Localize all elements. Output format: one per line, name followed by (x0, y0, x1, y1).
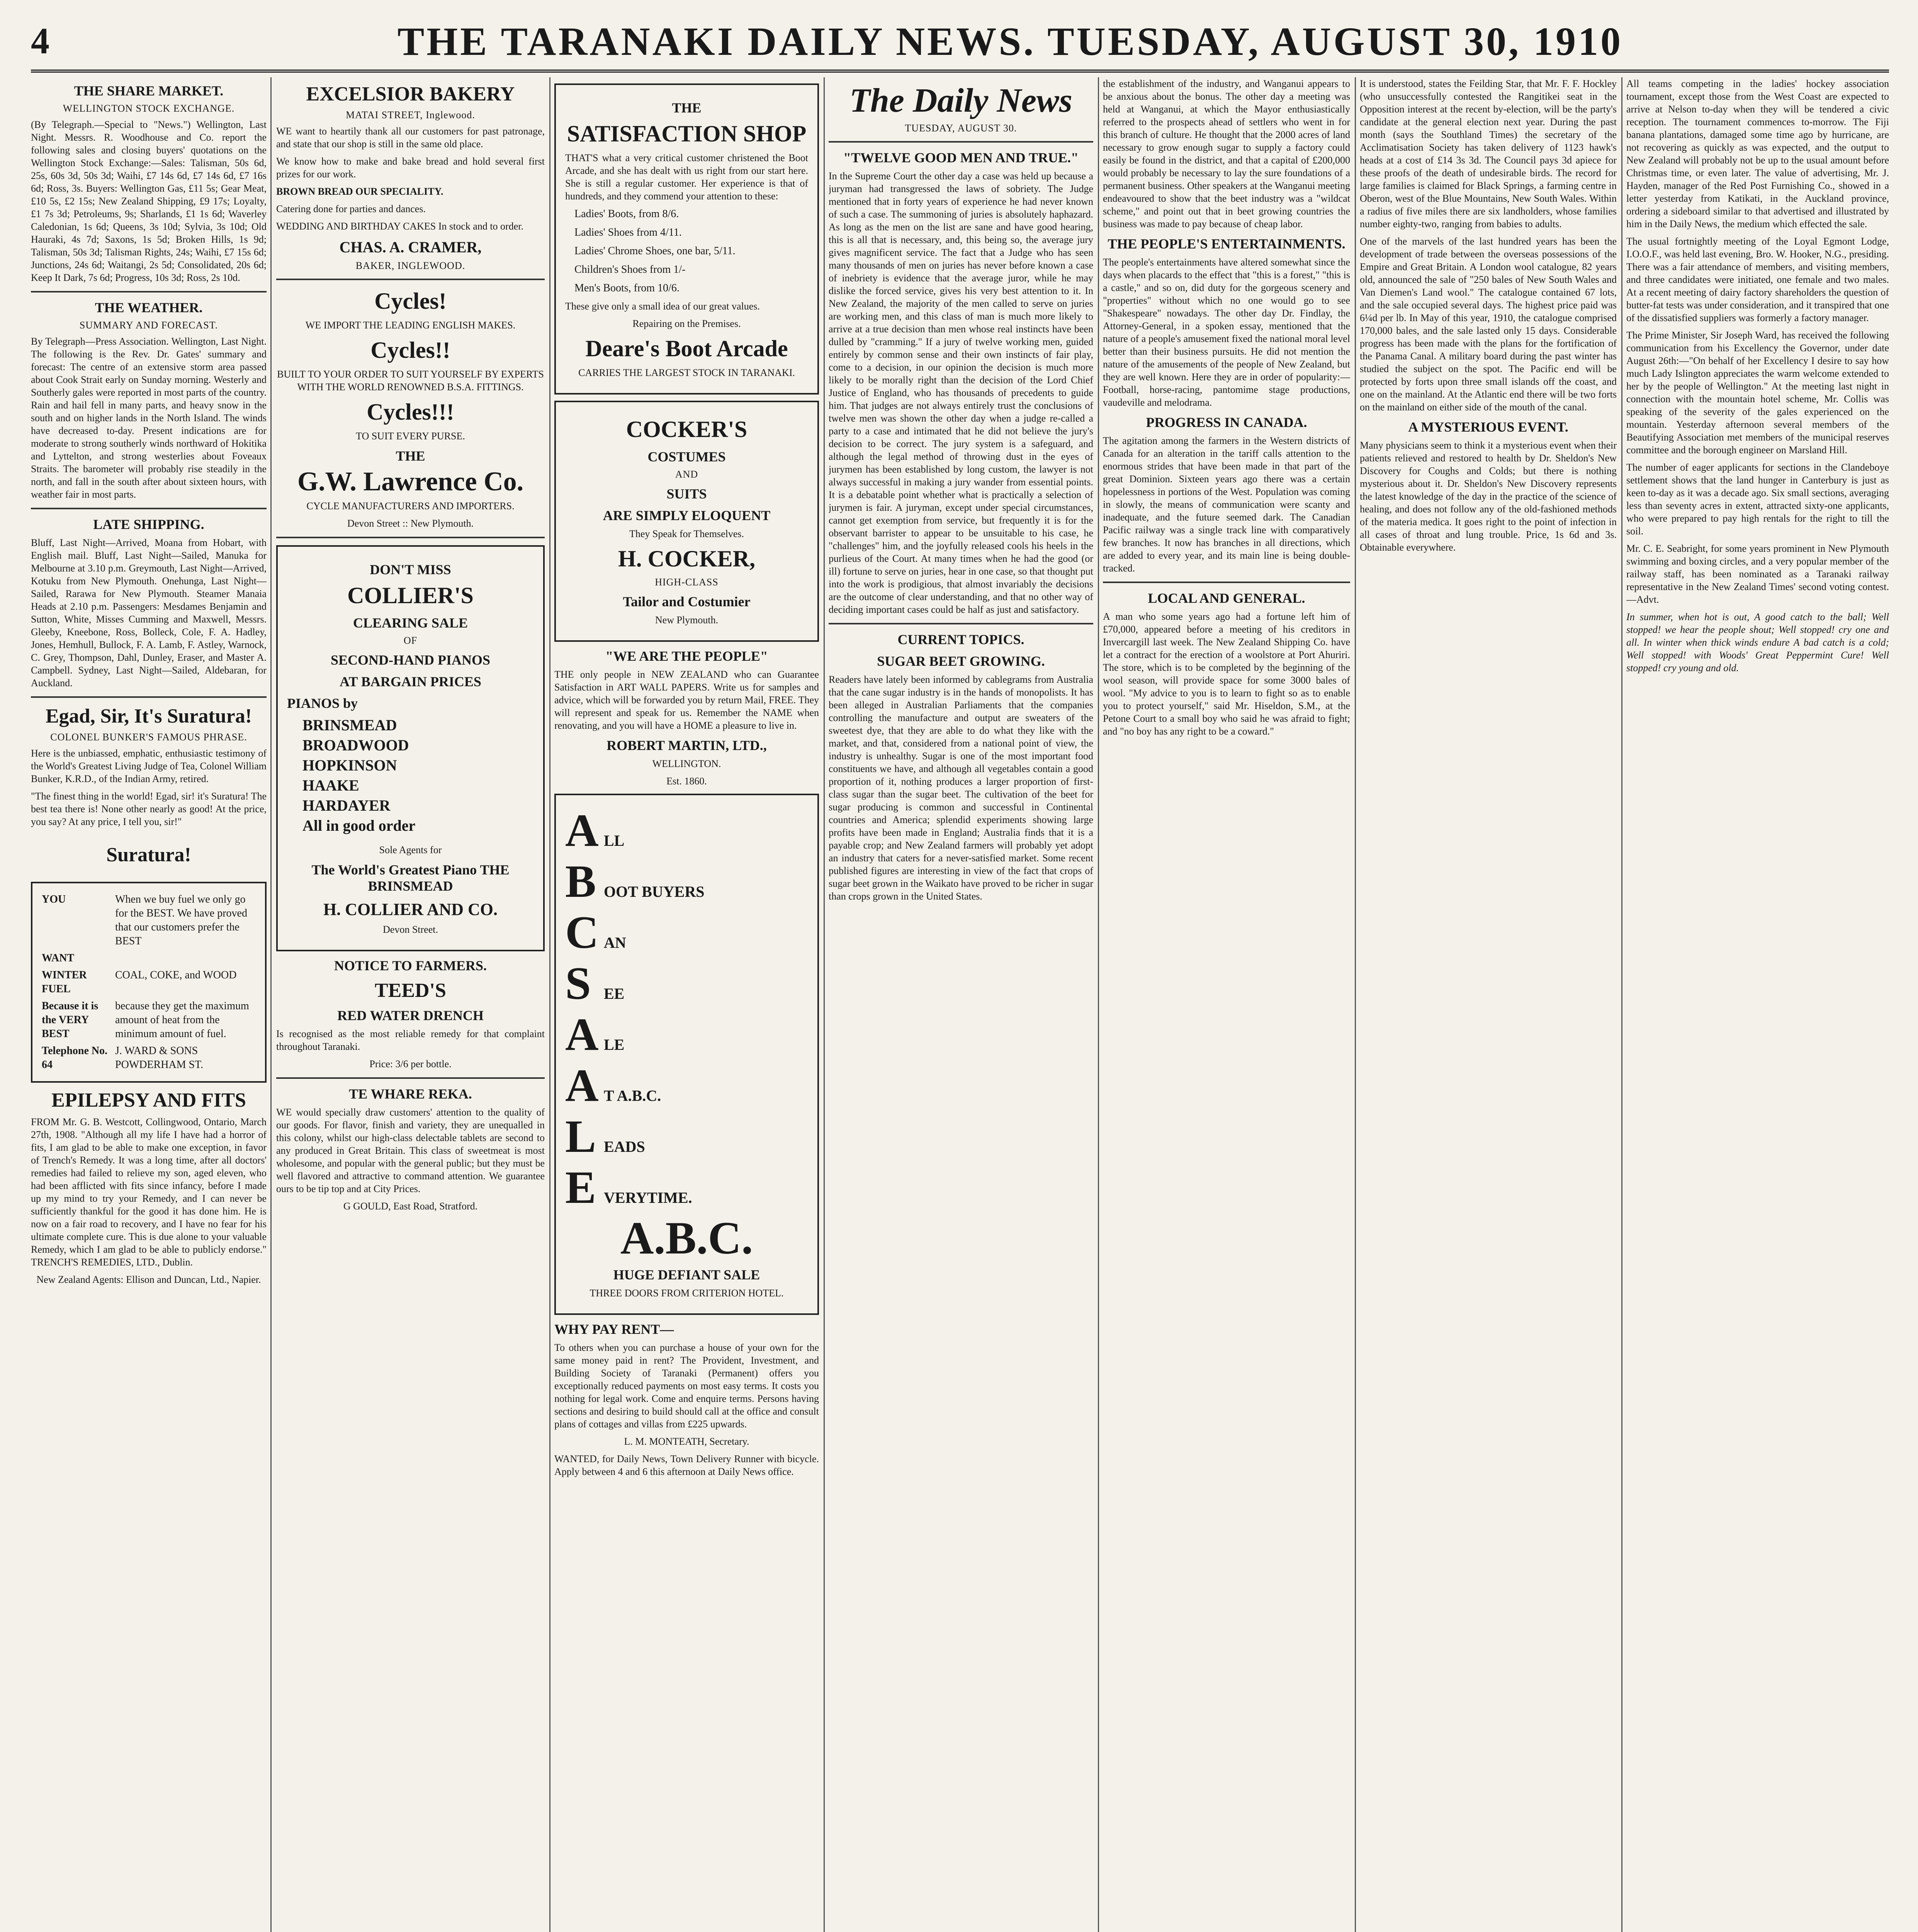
whare-reka-signature: G GOULD, East Road, Stratford. (343, 1201, 478, 1212)
piano-brand: BRINSMEAD (302, 716, 397, 734)
abc-acrostic-row (565, 856, 808, 906)
drench-price: Price: 3/6 per bottle. (369, 1058, 452, 1070)
sugar-beet-text: Readers have lately been informed by cablegrams from Australia that the cane sugar industry is in the hands of monopolists. It has been alleged in Australian Parliaments that the companies controlling the manufacture and output are sweaters of the sweetest dye, that they are able to do what they like with the market, and that, considered from a national point of view, the industry is unhealthy. Sugar is one of the most important food constituents we have, and although all vegetables contain a good proportion of it, nothing produces a larger proportion of first-class sugar than the sugar beet. The cultivation of the beet for sugar producing is common and successful in Continental countries and America; splendid experiments showing large profits have been made in England; Australia finds that it is a payable crop; and New Zealand farmers will probably yet adopt an industry that caters for a never-satisfied market. Some recent published figures are interesting in view of the fact that crops of sugar beet grown in the Waikato have proved to be richer in sugar than crops grown in the United States. (829, 674, 1093, 902)
piano-brand: All in good order (302, 817, 416, 834)
suratura-quote: "The finest thing in the world! Egad, sir! it's Suratura! The best tea there is! None other nearly as good! At the price, you say? At any price, I tell you, sir!" (31, 791, 267, 827)
shipping-text: Bluff, Last Night—Arrived, Moana from Hobart, with English mail. Bluff, Last Night—Sailed, Manuka for Melbourne at 3.10 p.m. Greymouth, Last Night—Arrived, Kotuku from New Plymouth. Onehunga, Last Night—Sailed, Rarawa for New Plymouth. Steamer Manaia Heads at 2.10 p.m. Passengers: Mesdames Benjamin and Sutton, White, Misses Cumming and Maxwell, Messrs. Gleeby, Kneebone, Ross, Bolleck, Cole, F. A. Hadley, Jones, Hemhull, Bullock, F. A. Lamb, F. Astley, Warnock, C. Grey, Thompson, Dahl, Dunley, Eraser, and Master A. Campbell. Sydney, Last Night—Sailed, Aldebaran, for Auckland. (31, 537, 267, 689)
wanted-notice: WANTED, for Daily News, Town Delivery Runner with bicycle. Apply between 4 and 6 this afternoon at Daily News office. (554, 1453, 819, 1477)
column-rule (549, 77, 550, 1932)
deare-subtitle: CARRIES THE LARGEST STOCK IN TARANAKI. (578, 367, 795, 378)
abc-acrostic-row (565, 907, 808, 957)
abc-word-rest: T A.B.C. (604, 1087, 661, 1104)
abc-initial-letter: B (565, 855, 596, 907)
shop-item: Ladies' Shoes from 4/11. (574, 226, 682, 238)
column-rule (1355, 77, 1356, 1932)
column-rule (1621, 77, 1622, 1932)
sugar-beet-continued: the establishment of the industry, and Wanganui appears to be anxious about the bonus. The other day a meeting was held at Wanganui, at which the Mayor enthusiastically referred to the prospects ahead of settlers who went in for this branch of culture. He thought that the 2000 acres of land necessary to grow enough sugar to supply a factory could easily be found in the district, and that a capital of £200,000 would probably be necessary to lay the sure foundations of a permanent business. Other speakers at the Wanganui meeting endeavoured to show that the beet industry was a "wildcat scheme," and point out that in beet growing countries the business was made to pay because of cheap labor. (1103, 78, 1350, 230)
column-6 (1360, 77, 1617, 1932)
shop-item: Children's Shoes from 1/- (574, 264, 686, 276)
abc-word-rest: VERYTIME. (604, 1189, 692, 1206)
bakery-brown-bread: BROWN BREAD OUR SPECIALITY. (276, 186, 443, 197)
satisfaction-shop-advert (554, 83, 819, 395)
collier-pianos: SECOND-HAND PIANOS (330, 652, 491, 668)
drench-text: Is recognised as the most reliable remedy for that complaint throughout Taranaki. (276, 1028, 545, 1052)
news-paragraphs: The number of eager applicants for sections in the Clandeboye settlement shows that the land hunger in Canterbury is just as keen to-day as it was a decade ago. Six small sections, averaging less than seventy acres in extent, attracted sixty-one applicants, who were prepared to pay high rentals for the right to till the soil. (1626, 462, 1889, 537)
current-topics-heading: CURRENT TOPICS. (897, 632, 1024, 647)
mysterious-event-text: Many physicians seem to think it a mysterious event when their patients relieved and restored to health by Dr. Sheldon's New Discovery for Coughs and Colds; but there is nothing mysterious about it. Dr. Sheldon's New Discovery represents the latest knowledge of the day in the practice of the science of healing, and does not follow any of the old-fashioned methods of the materia medica. It goes right to the point of infection in all cases of throat and lung trouble. Price, 1s 6d and 3s. Obtainable everywhere. (1360, 440, 1617, 553)
cycles-text: WE IMPORT THE LEADING ENGLISH MAKES. (305, 320, 516, 331)
divider (31, 696, 267, 698)
abc-name: A.B.C. (620, 1212, 753, 1264)
collier-address: Devon Street. (383, 924, 438, 935)
cocker-and: AND (675, 469, 698, 480)
abc-initial-letter: C (565, 906, 599, 958)
abc-word-rest: AN (604, 934, 626, 951)
epilepsy-agents: New Zealand Agents: Ellison and Duncan, Ltd., Napier. (36, 1274, 261, 1285)
people-text: THE only people in NEW ZEALAND who can Guarantee Satisfaction in ART WALL PAPERS. Write us for samples and advice, which will be forwarded you by return Mail, FREE. They will represent and speak for us. Remember the NAME when renovating, and you will have a HOME a pleasure to live in. (554, 669, 819, 731)
collier-company: H. COLLIER AND CO. (323, 900, 498, 919)
canada-heading: PROGRESS IN CANADA. (1146, 415, 1307, 430)
piano-brand: HARDAYER (302, 797, 391, 814)
collier-clearing-sale: CLEARING SALE (353, 615, 468, 631)
fuel-advert-grid (42, 893, 256, 1072)
divider (276, 279, 545, 280)
abc-acrostic-row (565, 1162, 808, 1213)
cocker-name: H. COCKER, (618, 546, 756, 571)
bakery-cakes: WEDDING AND BIRTHDAY CAKES In stock and to order. (276, 221, 523, 232)
pianos-by: PIANOS by (287, 696, 358, 711)
abc-sale: HUGE DEFIANT SALE (613, 1267, 760, 1282)
ward-fuel-advert (31, 882, 267, 1083)
cocker-costumes: COSTUMES (647, 449, 726, 464)
canada-text: The agitation among the farmers in the Western districts of Canada for an alteration in the tariff calls attention to the enormous strides that have been made in that part of the great Dominion. Sixteen years ago there was a certain hopelessness in portions of the West. Population was coming in slowly, the means of communication were scanty and inadequate, and the future seemed dark. The Canadian Pacific railway was a single track line with comparatively few branches. It now has branches in all directions, which are added to every year, and its main line is being double-tracked. (1103, 435, 1350, 574)
cocker-high-class: HIGH-CLASS (655, 577, 719, 588)
bakery-text: WE want to heartily thank all our customers for past patronage, and state that our shop is still in the same old place. (276, 126, 545, 150)
share-market-text: (By Telegraph.—Special to "News.") Wellington, Last Night. Messrs. R. Woodhouse and Co. report the following sales and closing buyers' quotations on the Wellington Stock Exchange:—Sales: Talisman, 50s 6d, 25s, 60s 3d, 50s 3d; Waihi, £7 14s 6d, £7 14s 6d, £7 16s 6d; Ross, 3s. Buyers: Wellington Gas, £11 5s; Gear Meat, £10 5s, £2 15s; New Zealand Shipping, £9 17s; Loyalty, £1 7s 3d; Petroleums, 9s; Sharlands, £1 1s 6d; Waverley Caledonian, 1s 6d; Queens, 3s 10d; Sylvia, 3s 10d; Old Hauraki, 4s 7d; Saxons, 1s 5d; Broken Hills, 1s 9d; Talisman, 50s 3d; Talisman Rights, 24s; Waihi, £7 15s 6d; Junctions, 24s 6d; Waitangi, 2s 5d; Consolidated, 20s 6d; Keep It Dark, 7s 6d; Progress, 10s 3d; Ross, 2s 10d. (31, 119, 267, 283)
column-1 (31, 77, 267, 1932)
collier-advert (276, 545, 545, 951)
cocker-eloquent: ARE SIMPLY ELOQUENT (603, 508, 771, 523)
abc-initial-letter: L (565, 1111, 596, 1162)
abc-acrostic-row (565, 1009, 808, 1060)
newspaper-title: THE TARANAKI DAILY NEWS. TUESDAY, AUGUST 30, 1910 (397, 19, 1623, 64)
shop-item: Ladies' Boots, from 8/6. (574, 208, 679, 220)
fuel-advert-text: because they get the maximum amount of heat from the minimum amount of fuel. (115, 1000, 249, 1040)
fuel-advert-text: When we buy fuel we only go for the BEST. We have proved that our customers prefer the BEST (115, 893, 247, 947)
cocker-advert (554, 401, 819, 642)
shop-text: THAT'S what a very critical customer christened the Boot Arcade, and she has dealt with us right from our start here. She is still a regular customer. Her experience is that of hundreds, and they commend your attention to these: (565, 152, 808, 202)
teeds-heading: TEED'S (375, 980, 446, 1002)
abc-word-rest: LL (604, 832, 625, 849)
rent-heading: WHY PAY RENT— (554, 1321, 674, 1337)
fuel-advert-label: Because it is the VERY BEST (42, 1000, 99, 1040)
shop-item: Ladies' Chrome Shoes, one bar, 5/11. (574, 245, 736, 257)
collier-of: OF (403, 635, 418, 646)
page-number: 4 (31, 20, 49, 61)
news-paragraphs: All teams competing in the ladies' hockey association tournament, except those from the West Coast are expected to arrive at Nelson to-day when they will be tendered a civic reception. The tournament commences to-morrow. The Fiji banana plantations, damaged some time ago by hurricane, are not recovering as quickly as was expected, and the output to New Zealand will probably not be up to the usual amount before Christmas time, or even later. The value of advertising, Mr. J. Hayden, manager of the Red Post Furnishing Co., showed in a letter yesterday from Katikati, in the Auckland province, ordering a sideboard similar to that advertised and illustrated by him in the Daily News, the medium which effected the sale. (1626, 78, 1889, 230)
suratura-text: Here is the unbiassed, emphatic, enthusiastic testimony of the World's Greatest Living Judge of Tea, Colonel William Bunker, K.R.D., of the Indian Army, retired. (31, 748, 267, 784)
editorial-text: In the Supreme Court the other day a case was held up because a juryman had transgressed the laws of sobriety. The Judge mentioned that in forty years of experience he had never known of such a case. The summoning of juries is absolutely haphazard. As long as the men on the list are sane and have good hearing, this is all that is necessary, and, this being so, the average jury gives magnificent service. The fact that a Judge who has seen many thousands of men on juries has never before known a case of inebriety is evidence that the average juror, while he may dislike the forced service, gives his very best attention to it. In New Zealand, the majority of the men called to serve on juries are working men, and this class of man is much more likely to arrive at a true decision than men whose real instincts have been dulled by "cramming." If a jury of twelve working men, guided entirely by common sense and their own instincts of fair play, come to a decision, in our opinion the decision is much more likely to be morally right than the decision of the Lord Chief Justice of England, who has thousands of precedents to guide him. That judges are not always entirely trust the conclusions of twelve men was shown the other day when a judge re-called a party to a case and intimated that he did not believe the jury's decision to be correct. The jury system is a safeguard, and although the legal method of throwing dust in the eyes of jurymen has been established by long custom, the lawyer is not always successful in making a jury wander from essential points. It is a debatable point whether what is practically a selection of jurymen is fair. A juryman, except under special circumstances, cannot get exemption from service, but frequently it is for the observant barrister to appear to be unsuitable to his case, he "challenges" him, and the joyfully released cools his heels in the purlieus of the Court. At many times when he had the good (or ill) fortune to serve on juries, hear in one case, so that thought put into the work is prodigious, that almost invariably the decisions are the outcome of clear understanding, and that no other way of deciding important cases could be half as just and satisfactory. (829, 170, 1093, 615)
shop-the: THE (672, 100, 702, 116)
divider (276, 1077, 545, 1079)
fuel-advert-text: COAL, COKE, and WOOD (115, 969, 237, 981)
column-rule (270, 77, 272, 1932)
abc-initial-letter: A (565, 804, 599, 856)
weather-subheading: SUMMARY AND FORECAST. (79, 320, 218, 331)
weather-text: By Telegraph—Press Association. Wellington, Last Night. The following is the Rev. Dr. Gates' summary and forecast: The centre of an extensive storm area passed about Cook Strait early on Sunday morning. Westerly and Southerly gales were reported in most parts of the country. Rain and hail fell in many parts, and heavy snow in the south and on higher lands in the North Island. The winds have decreased to-day. Present indications are for moderate to strong southerly winds northward of Hokitika and Lyttelton, and strong westerlies about Foveaux Straits. The barometer will probably rise steadily in the north, and fall in the south after about sixteen hours, with weather fair in most parts. (31, 336, 267, 500)
mysterious-event-heading: A MYSTERIOUS EVENT. (1408, 419, 1568, 435)
bakery-text: We know how to make and bake bread and hold several first prizes for our work. (276, 156, 545, 180)
greatest-piano: The World's Greatest Piano THE BRINSMEAD (311, 862, 510, 894)
abc-word-rest: OOT BUYERS (604, 883, 705, 900)
shop-item: Men's Boots, from 10/6. (574, 282, 680, 294)
shipping-heading: LATE SHIPPING. (93, 517, 204, 532)
whare-reka-heading: TE WHARE REKA. (349, 1086, 472, 1102)
divider (829, 623, 1093, 624)
divider (31, 291, 267, 293)
epilepsy-heading: EPILEPSY AND FITS (51, 1089, 246, 1111)
shop-item-list (565, 207, 808, 295)
cocker-tailor: Tailor and Costumier (623, 594, 751, 609)
abc-word-rest: EE (604, 985, 625, 1002)
farmers-notice: NOTICE TO FARMERS. (334, 958, 487, 973)
column-5 (1103, 77, 1350, 1932)
column-4 (829, 77, 1093, 1932)
cocker-address: New Plymouth. (655, 614, 719, 626)
fuel-advert-label: WINTER FUEL (42, 969, 87, 995)
abc-acrostic-row (565, 1060, 808, 1111)
cycles-text: TO SUIT EVERY PURSE. (356, 430, 465, 442)
entertainments-text: The people's entertainments have altered somewhat since the days when placards to the effect that "this is a forest," "this is a castle," and so on, did duty for the gorgeous scenery and "properties" without which no one would go to see "Shakespeare" nowadays. The other day Dr. Findlay, the Attorney-General, in a spoken essay, mentioned that the nature of a people's amusement fixed the national moral level better than their business pursuits. He did not mention the nature of the amusements of the people of New Zealand, but they are well known. Here they are in order of popularity:—Football, horse-racing, pantomime stage productions, vaudeville and melodrama. (1103, 257, 1350, 408)
bakery-address: MATAI STREET, Inglewood. (346, 109, 475, 121)
piano-brand: HAAKE (302, 777, 359, 794)
people-city: WELLINGTON. (652, 758, 721, 769)
suratura-subheading: COLONEL BUNKER'S FAMOUS PHRASE. (50, 731, 247, 743)
lawrence-subtitle: CYCLE MANUFACTURERS AND IMPORTERS. (306, 500, 515, 512)
column-rule (1098, 77, 1099, 1932)
fuel-advert-label: WANT (42, 952, 75, 964)
abc-acrostic (565, 805, 808, 1213)
people-established: Est. 1860. (666, 776, 707, 787)
lawrence-company: G.W. Lawrence Co. (297, 467, 524, 497)
abc-initial-letter: A (565, 1009, 599, 1060)
piano-brand: BROADWOOD (302, 736, 409, 754)
sole-agents: Sole Agents for (379, 844, 442, 855)
divider (829, 141, 1093, 143)
column-3 (554, 77, 819, 1932)
abc-acrostic-row (565, 958, 808, 1009)
shop-repair: Repairing on the Premises. (632, 318, 741, 329)
piano-brand-list (287, 715, 534, 836)
abc-word-rest: EADS (604, 1138, 645, 1155)
abc-advert (554, 794, 819, 1315)
deare-name: Deare's Boot Arcade (585, 336, 788, 361)
bakery-owner: CHAS. A. CRAMER, (339, 238, 482, 256)
news-paragraphs: Mr. C. E. Seabright, for some years prominent in New Plymouth swimming and boxing circles, and a very popular member of the railway staff, has been nominated as a Taranaki railway representative in the New Zealand Times' second voting contest.—Advt. (1626, 543, 1889, 605)
bakery-catering: Catering done for parties and dances. (276, 203, 426, 214)
fuel-advert-text (115, 951, 256, 965)
cycles-heading: Cycles! (374, 288, 447, 314)
divider (276, 537, 545, 538)
share-market-subheading: WELLINGTON STOCK EXCHANGE. (63, 103, 235, 114)
fuel-advert-text: J. WARD & SONS POWDERHAM ST. (115, 1045, 204, 1071)
column-7 (1626, 77, 1889, 1932)
local-general-heading: LOCAL AND GENERAL. (1148, 590, 1305, 606)
column-rule (824, 77, 825, 1932)
people-company: ROBERT MARTIN, LTD., (606, 738, 767, 753)
abc-initial-letter: A (565, 1060, 599, 1111)
whare-reka-text: WE would specially draw customers' attention to the quality of our goods. For flavor, finish and variety, they are unequalled in this colony, whilst our high-class delectable tablets are second to any produced in Great Britain. This class of sweetmeat is most wholesome, and popular with the general public; but they must be well flavored and attractive to command attention. We guarantee ours to be tip top and at City Prices. (276, 1107, 545, 1194)
news-paragraphs: One of the marvels of the last hundred years has been the development of trade between the overseas possessions of the Empire and Great Britain. A London wool catalogue, 82 years old, announced the sale of "250 bales of New South Wales and Van Diemen's Land wool." The catalogue contained 67 lots, and the sale occupied several days. The highest price paid was 6¼d per lb. In May of this year, 1910, the catalogue comprised 170,000 bales, and the sale lasted only 15 days. Considerable progress has been made with the plans for the fortification of the Panama Canal. A military board during the past winter has studied the subject on the spot. The Pacific end will be protected by forts upon three small islands off the coast, and one on the mainland. At the Atlantic end there will be two forts on the mainland on either side of the mouth of the canal. (1360, 236, 1617, 413)
abc-acrostic-row (565, 1111, 808, 1162)
rent-signature: L. M. MONTEATH, Secretary. (624, 1436, 749, 1447)
abc-acrostic-row (565, 805, 808, 855)
abc-initial-letter: S (565, 957, 591, 1009)
divider (1103, 582, 1350, 583)
cocker-speak: They Speak for Themselves. (629, 528, 744, 539)
local-general-text: A man who some years ago had a fortune left him of £70,000, appeared before a meeting of his creditors in Invercargill last week. The New Zealand Shipping Co. have let a contract for the erection of a woolstore at Port Ahuriri. The store, which is to be completed by the beginning of the wool season, will provide space for some 3000 bales of wool. "My advice to you is to learn to fight so as to enable you to protect yourself," said Mr. Hiseldon, S.M., at the Petone Court to a small boy who said he was afraid to fight; and "no boy has any right to be a coward." (1103, 611, 1350, 737)
shop-note: These give only a small idea of our great values. (565, 301, 760, 312)
news-paragraphs: It is understood, states the Feilding Star, that Mr. F. F. Hockley (who unsuccessfully contested the Rangitikei seat in the Opposition interest at the recent by-election, will be the party's candidate at the general election next year. During the past month (says the Southland Times) the secretary of the Acclimatisation Society has taken delivery of 1123 hawk's heads at a cost of £14 3s 3d. The Council pays 3d apiece for these proofs of the death of undesirable birds. The record for large families is claimed for Black Springs, a farming centre in Oberon, west of the Blue Mountains, New South Wales. Within a radius of five miles there are six landholders, whose families number eighty-two, ranging from babies to adults. (1360, 78, 1617, 230)
lawrence-the: THE (396, 448, 425, 464)
bakery-heading: EXCELSIOR BAKERY (306, 83, 515, 105)
daily-news-masthead: The Daily News (849, 82, 1072, 119)
cycles-heading: Cycles!!! (367, 399, 454, 425)
sugar-beet-heading: SUGAR BEET GROWING. (877, 653, 1045, 669)
lawrence-address: Devon Street :: New Plymouth. (347, 518, 474, 529)
entertainments-heading: THE PEOPLE'S ENTERTAINMENTS. (1108, 236, 1345, 252)
suratura-heading: Egad, Sir, It's Suratura! (45, 705, 252, 727)
drench-heading: RED WATER DRENCH (337, 1008, 484, 1023)
column-2 (276, 77, 545, 1932)
rent-text: To others when you can purchase a house of your own for the same money paid in rent? The Provident, Investment, and Building Society of Taranaki (Permanent) offers you exceptionally reduced payments on most easy terms. It costs you nothing for legal work. Come and enquire terms. Persons having sections and desiring to build should call at the office and consult plans of cottages and villas from £225 upwards. (554, 1342, 819, 1430)
suratura-brand: Suratura! (106, 844, 191, 866)
piano-brand: HOPKINSON (302, 757, 397, 774)
news-paragraphs: The Prime Minister, Sir Joseph Ward, has received the following communication from his Excellency the Governor, under date August 26th:—"On behalf of her Excellency I desire to say how much Lady Islington appreciates the warm welcome extended to her by the people of Wellington." At the meeting last night in connection with the mountain hotel scheme, Mr. Collis was speaking of the severity of the gales experienced on the mountain. Yesterday afternoon several members of the Beautifying Association met members of the municipal reserves committee and the borough engineer on Marsland Hill. (1626, 330, 1889, 456)
weather-heading: THE WEATHER. (95, 300, 203, 315)
editorial-date: TUESDAY, AUGUST 30. (905, 122, 1017, 134)
masthead (31, 12, 1889, 73)
fuel-advert-label: YOU (42, 893, 66, 905)
editorial-title: "TWELVE GOOD MEN AND TRUE." (843, 150, 1079, 165)
people-heading: "WE ARE THE PEOPLE" (605, 648, 768, 664)
cycles-text: BUILT TO YOUR ORDER TO SUIT YOURSELF BY EXPERTS WITH THE WORLD RENOWNED B.S.A. FITTINGS. (277, 369, 544, 393)
share-market-heading: THE SHARE MARKET. (74, 83, 224, 99)
abc-location: THREE DOORS FROM CRITERION HOTEL. (590, 1287, 784, 1299)
bakery-owner-sub: BAKER, INGLEWOOD. (355, 260, 465, 271)
cycles-heading: Cycles!! (370, 337, 450, 363)
news-paragraphs: The usual fortnightly meeting of the Loyal Egmont Lodge, I.O.O.F., was held last evening, Bro. W. Hooker, N.G., presiding. There was a fair attendance of members, and visiting members, and three candidates were initiated, one female and two males. At a recent meeting of dairy factory shareholders the question of butter-fat tests was under consideration, and it transpired that one of the dissatisfied suppliers was formerly a factory manager. (1626, 236, 1889, 323)
peppermint-poem: In summer, when hot is out, A good catch to the ball; Well stopped! we hear the people shout; Well stopped! cry one and all. In winter when thick winds endure A bad catch is a cold; Well stopped! with Woods' Great Peppermint Cure! Well stopped! cry young and old. (1626, 611, 1889, 673)
abc-initial-letter: E (565, 1162, 596, 1213)
collier-name: COLLIER'S (347, 583, 474, 608)
collier-bargain: AT BARGAIN PRICES (340, 674, 481, 689)
abc-word-rest: LE (604, 1036, 625, 1053)
cocker-heading: COCKER'S (626, 417, 747, 442)
divider (31, 508, 267, 509)
epilepsy-text: FROM Mr. G. B. Westcott, Collingwood, Ontario, March 27th, 1908. "Although all my life I have had a horror of fits, I am glad to be able to make one exception, in favor of Trench's Remedy. It was a long time, after all doctors' remedies had failed to relieve my son, aged eleven, who had been afflicted with fits since infancy, before I made up my mind to try your Remedy, and I can never be sufficiently thankful for the good it has done him. He is now on a fair road to recovery, and I have no fear for his ultimate complete cure. This is due alone to your valuable Remedy, which I am glad to be able to publicly endorse." TRENCH'S REMEDIES, LTD., Dublin. (31, 1116, 267, 1268)
collier-dont-miss: DON'T MISS (370, 562, 451, 577)
shop-name: SATISFACTION SHOP (567, 121, 807, 146)
cocker-suits: SUITS (666, 486, 707, 502)
fuel-advert-label: Telephone No. 64 (42, 1045, 108, 1071)
